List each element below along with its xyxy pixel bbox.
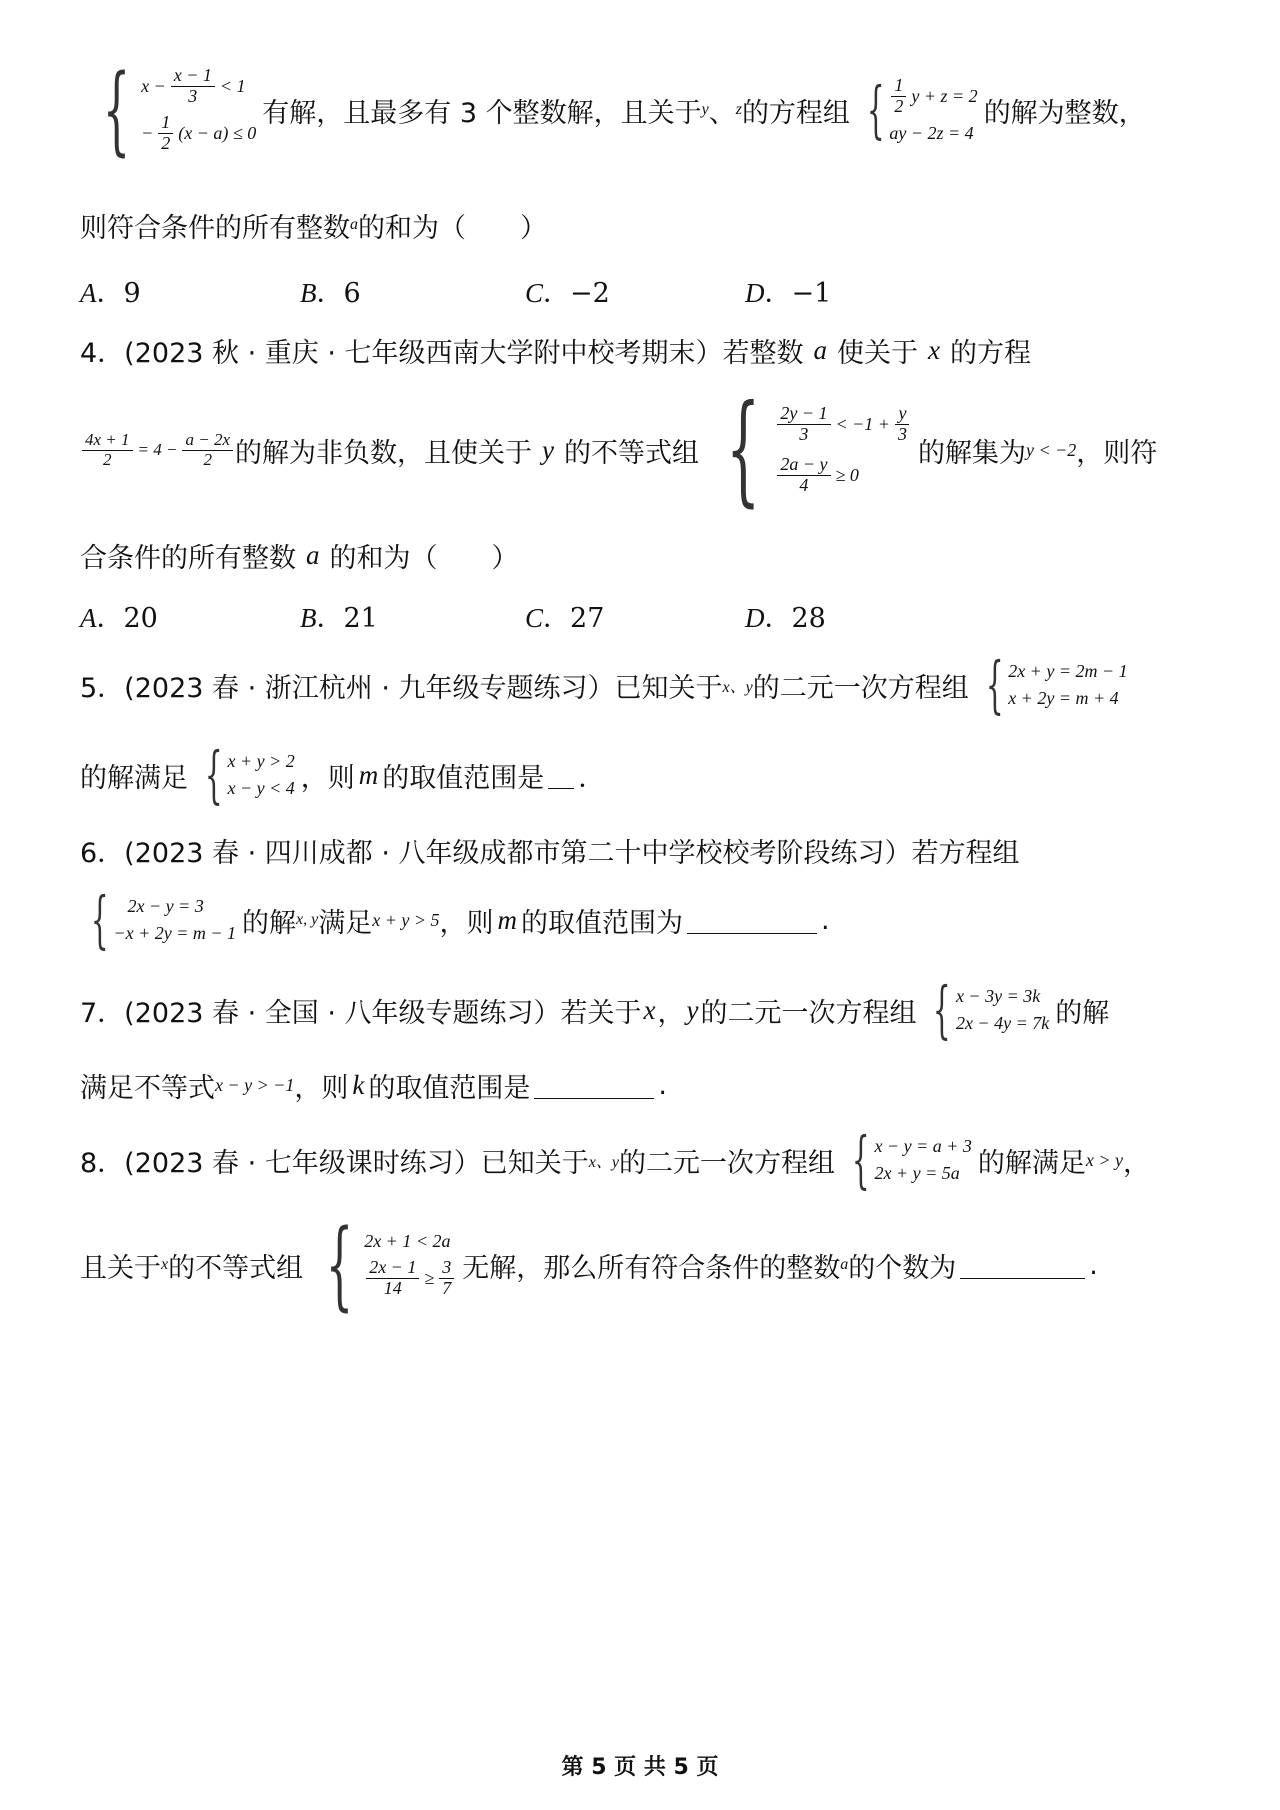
q5-equation-system: { 2x + y = 2m − 1 x + 2y = m + 4 — [985, 648, 1128, 721]
q4-inequality-system — [705, 380, 912, 519]
left-brace: { — [90, 883, 109, 956]
q3-sys1-row-2: − $\frac{1}{2}$ (x − a) ≤ 0 — [141, 112, 257, 153]
q3-sys2-row-1: $\frac{1}{2}$ y + z = 2 — [889, 76, 977, 117]
q5-line-2: 的解满足 { x + y > 2 x − y < 4 ，则 m 的取值范围是 ． — [80, 738, 606, 811]
q4-sys-row-1: $\frac{2y - 1}{3}$ < −1 + $\frac{y}{3}$ — [775, 404, 912, 445]
q8-equation-system: { x − y = a + 3 2x + y = 5a — [851, 1123, 972, 1196]
q6-line-1: 6．(2023 春 · 四川成都 · 八年级成都市第二十中学校校考阶段练习）若方程组 — [80, 837, 1020, 869]
option-a[interactable]: A．20 — [80, 602, 158, 634]
q3-line-1: { x − $\frac{x - 1}{3}$ < 1 − $\frac{1}{2}$ (x − a) ≤ 0 有解，且最多有 3 个整数解，且关于 y 、 z 的方程组 { $\frac{1}{2}$ y + z = 2 ay − 2z = 4 的解为整数， — [80, 60, 1220, 160]
left-brace: { — [102, 54, 131, 166]
q3-sys1-row-1: x − $\frac{x - 1}{3}$ < 1 — [141, 65, 246, 107]
q8-line-1: 8．(2023 春 · 七年级课时练习）已知关于 x、y 的二元一次方程组 { x − y = a + 3 2x + y = 5a 的解满足 x > y ， — [80, 1123, 1150, 1196]
q8-line-2: 且关于 x 的不等式组 { 2x + 1 < 2a $\frac{2x - 1}{14}$ ≥ $\frac{3}{7}$ 无解，那么所有符合条件的整数 a 的个数为 . — [80, 1209, 1098, 1321]
q7-line-1: 7．(2023 春 · 全国 · 八年级专题练习）若关于 x ， y 的二元一次方程组 { x − 3y = 3k 2x − 4y = 7k 的解 — [80, 973, 1110, 1046]
option-d[interactable]: D．−1 — [745, 277, 832, 309]
q3-text-1: 有解，且最多有 3 个整数解，且关于 — [262, 97, 702, 129]
q8-ineq-row-2: $\frac{2x - 1}{14}$ ≥ $\frac{3}{7}$ — [364, 1258, 456, 1299]
q4-line-2: $\frac{4x + 1}{2}$ = 4 − $\frac{a - 2x}{2}$ 的解为非负数，且使关于 y 的不等式组 { $\frac{2y - 1}{3}$ < −1 + $\frac{y}{3}$ $\frac{2a - y}{4}$ ≥ 0 的解集为 y < −2 ，则符 — [80, 390, 1220, 510]
q3-sys2-row-2: ay − 2z = 4 — [889, 122, 974, 143]
q6-line-2: { 2x − y = 3 −x + 2y = m − 1 的解 x, y 满足 x + y > 5 ，则 m 的取值范围为 . — [80, 885, 1220, 955]
answer-blank[interactable] — [960, 1252, 1085, 1279]
q4-equation: $\frac{4x + 1}{2}$ = 4 − $\frac{a - 2x}{2}$ — [80, 431, 235, 469]
q8-inequality-system: { 2x + 1 < 2a $\frac{2x - 1}{14}$ ≥ $\frac{3}{7}$ — [309, 1217, 456, 1313]
option-b[interactable]: B．6 — [300, 277, 361, 309]
q5-line-1: 5．(2023 春 · 浙江杭州 · 九年级专题练习）已知关于 x、y 的二元一次方程组 { 2x + y = 2m − 1 x + 2y = m + 4 — [80, 648, 1128, 721]
left-brace: { — [851, 1123, 870, 1196]
option-a[interactable]: A．9 — [80, 277, 141, 309]
q4-line-1: 4．(2023 秋 · 重庆 · 七年级西南大学附中校考期末）若整数 a 使关于 x 的方程 — [80, 334, 1031, 369]
q3-line-2: 则符合条件的所有整数 a 的和为（ ） — [80, 212, 547, 244]
left-brace: { — [985, 648, 1004, 721]
q7-line-2: 满足不等式 x − y > −1 ，则 k 的取值范围是 . — [80, 1069, 667, 1104]
q3-options — [80, 270, 1220, 310]
page-footer: 第 5 页 共 5 页 — [561, 1755, 719, 1780]
answer-blank[interactable] — [548, 762, 574, 789]
option-d[interactable]: D．28 — [745, 602, 826, 634]
left-brace: { — [325, 1209, 354, 1321]
q4-options — [80, 595, 1220, 635]
left-brace: { — [204, 738, 223, 811]
q4-sys-row-2: $\frac{2a - y}{4}$ ≥ 0 — [775, 455, 912, 496]
left-brace: { — [866, 73, 885, 146]
option-c[interactable]: C．−2 — [525, 277, 610, 309]
q5-condition-system: { x + y > 2 x − y < 4 — [204, 738, 295, 811]
q7-equation-system: { x − 3y = 3k 2x − 4y = 7k — [933, 973, 1050, 1046]
left-brace: { — [933, 973, 952, 1046]
option-b[interactable]: B．21 — [300, 602, 378, 634]
q3-equation-system — [856, 73, 978, 146]
option-c[interactable]: C．27 — [525, 602, 605, 634]
q3-inequality-system — [86, 54, 257, 166]
q6-equation-system: { 2x − y = 3 −x + 2y = m − 1 — [90, 883, 237, 956]
answer-blank[interactable] — [534, 1072, 654, 1099]
q4-line-3: 合条件的所有整数 a 的和为（ ） — [80, 539, 519, 574]
answer-blank[interactable] — [687, 907, 817, 934]
left-brace: { — [725, 380, 761, 519]
